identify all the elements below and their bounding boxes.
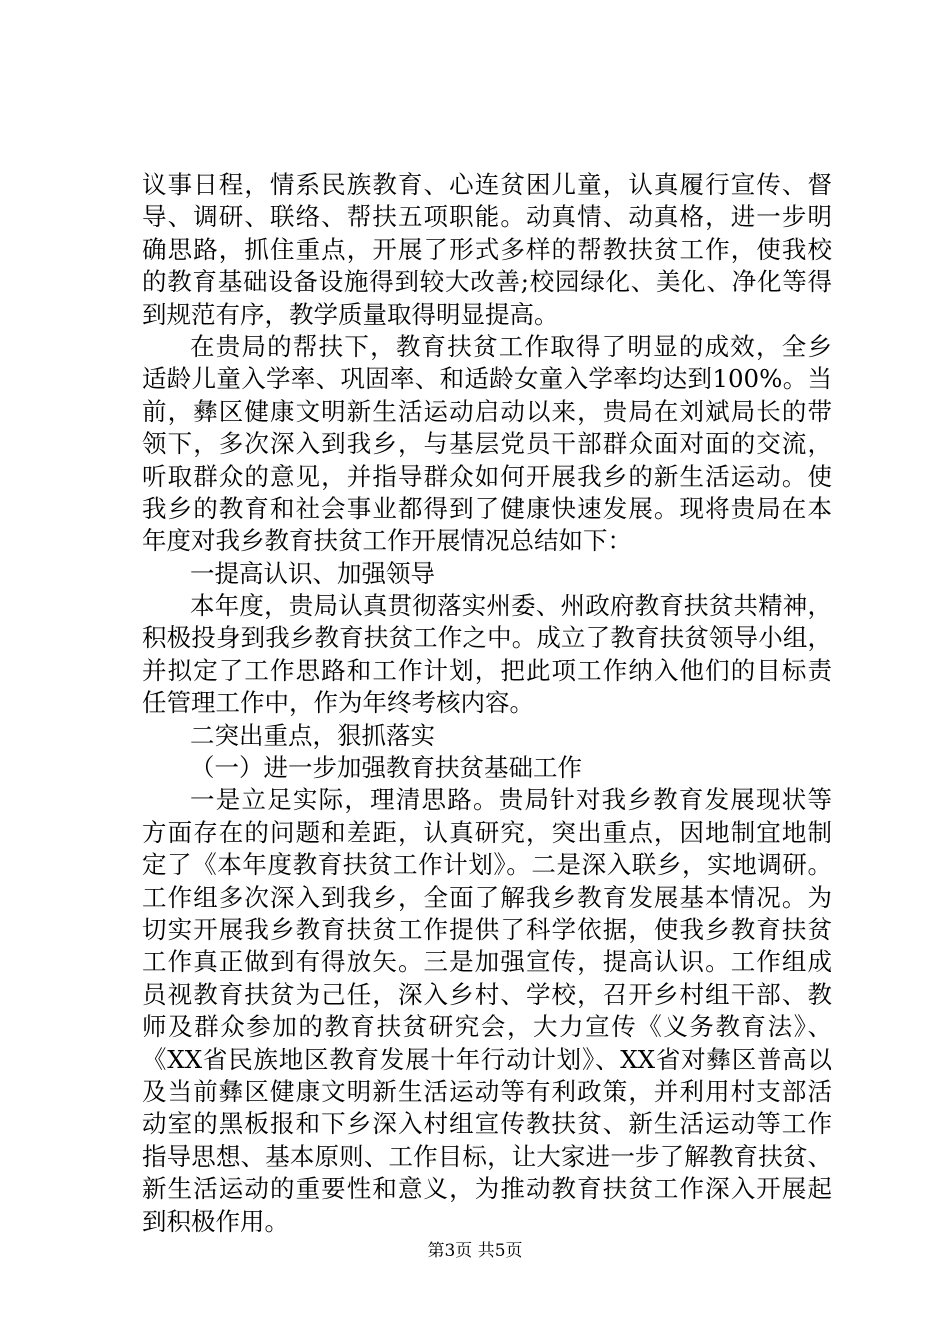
- text-line: 新生活运动的重要性和意义，为推动教育扶贫工作深入开展起: [142, 1174, 832, 1204]
- text-line: 议事日程，情系民族教育、心连贫困儿童，认真履行宣传、督: [142, 170, 832, 199]
- text-line: 一提高认识、加强领导: [190, 558, 435, 588]
- text-line: 动室的黑板报和下乡深入村组宣传教扶贫、新生活运动等工作: [142, 1109, 832, 1139]
- text-line: 导、调研、联络、帮扶五项职能。动真情、动真格，进一步明: [142, 202, 832, 232]
- page-number: 第3页 共5页: [427, 1241, 523, 1261]
- text-line: 适龄儿童入学率、巩固率、和适龄女童入学率均达到100%。当: [142, 364, 832, 394]
- text-line: 积极投身到我乡教育扶贫工作之中。成立了教育扶贫领导小组，: [142, 623, 832, 653]
- text-line: 在贵局的帮扶下，教育扶贫工作取得了明显的成效，全乡: [190, 331, 832, 361]
- text-line: 及当前彝区健康文明新生活运动等有利政策，并利用村支部活: [142, 1076, 832, 1106]
- text-line: 二突出重点，狠抓落实: [190, 720, 435, 750]
- text-line: 确思路，抓住重点，开展了形式多样的帮教扶贫工作，使我校: [142, 234, 832, 264]
- text-line: 员视教育扶贫为己任，深入乡村、学校，召开乡村组干部、教: [142, 979, 832, 1009]
- text-line: 本年度，贵局认真贯彻落实州委、州政府教育扶贫共精神，: [190, 591, 832, 621]
- text-line: 切实开展我乡教育扶贫工作提供了科学依据，使我乡教育扶贫: [142, 914, 832, 944]
- text-line: 前，彝区健康文明新生活运动启动以来，贵局在刘斌局长的带: [142, 396, 832, 426]
- text-line: 任管理工作中，作为年终考核内容。: [142, 688, 534, 718]
- text-line: 一是立足实际，理清思路。贵局针对我乡教育发展现状等: [190, 785, 832, 815]
- document-body: [142, 169, 832, 1238]
- text-line: 工作组多次深入到我乡，全面了解我乡教育发展基本情况。为: [142, 882, 832, 912]
- text-line: 《XX省民族地区教育发展十年行动计划》、XX省对彝区普高以: [142, 1044, 832, 1074]
- text-line: 的教育基础设备设施得到较大改善;校园绿化、美化、净化等得: [142, 267, 832, 297]
- text-line: （一）进一步加强教育扶贫基础工作: [190, 753, 582, 783]
- text-line: 领下，多次深入到我乡，与基层党员干部群众面对面的交流，: [142, 429, 832, 459]
- text-line: 定了《本年度教育扶贫工作计划》。二是深入联乡，实地调研。: [142, 850, 832, 880]
- text-line: 到积极作用。: [142, 1206, 289, 1236]
- page-footer: [0, 1240, 950, 1262]
- text-line: 工作真正做到有得放矢。三是加强宣传，提高认识。工作组成: [142, 947, 832, 977]
- text-line: 师及群众参加的教育扶贫研究会，大力宣传《义务教育法》、: [142, 1012, 832, 1042]
- text-line: 到规范有序，教学质量取得明显提高。: [142, 299, 559, 329]
- text-line: 方面存在的问题和差距，认真研究，突出重点，因地制宜地制: [142, 817, 832, 847]
- text-line: 听取群众的意见，并指导群众如何开展我乡的新生活运动。使: [142, 461, 832, 491]
- text-line: 年度对我乡教育扶贫工作开展情况总结如下：: [142, 526, 632, 556]
- text-line: 并拟定了工作思路和工作计划，把此项工作纳入他们的目标责: [142, 655, 832, 685]
- text-line: 指导思想、基本原则、工作目标，让大家进一步了解教育扶贫、: [142, 1141, 832, 1171]
- text-line: 我乡的教育和社会事业都得到了健康快速发展。现将贵局在本: [142, 493, 832, 523]
